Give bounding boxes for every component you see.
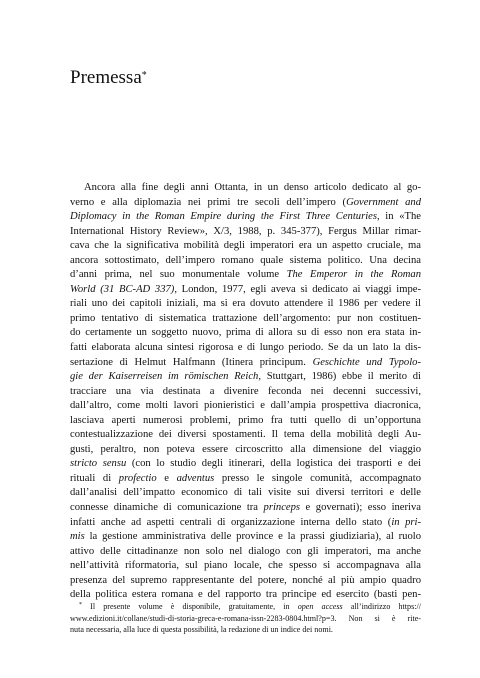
text-line	[70, 283, 421, 298]
italic-text: World (31 BC-AD 337)	[70, 283, 175, 295]
text-line	[70, 370, 421, 385]
text-line	[70, 399, 421, 414]
text-line	[70, 516, 421, 531]
italic-text: Geschichte und Typolo-	[312, 356, 421, 368]
footnote-line	[70, 613, 421, 625]
italic-text: princeps	[263, 502, 301, 514]
italic-text: Diplomacy in the Roman Empire during the First Three Centuries	[70, 211, 377, 223]
text-run: www.edizioni.it/collane/studi-di-storia-greca-e-romana-issn-2283-0804.html?p=3. Non si è rite-	[70, 613, 421, 623]
text-run: contestualizzazione dei diversi spostamenti. Il tema della mobilità degli Au-	[70, 429, 421, 441]
page-title-text: Premessa	[70, 67, 142, 88]
text-run: Il presente volume è disponibile, gratuitamente, in	[82, 602, 298, 611]
text-line	[70, 530, 421, 545]
text-run: riali uno dei capitoli iniziali, ma si era dovuto attendere il 1986 per vedere il	[70, 298, 421, 310]
text-line	[70, 501, 421, 516]
text-run: della politica estera romana e del rapporto tra principe ed esercito (basti pen-	[70, 589, 421, 601]
text-line	[70, 574, 421, 589]
footnote	[70, 601, 421, 636]
italic-text: stricto sensu	[70, 458, 127, 470]
text-run: dall’analisi dell’impatto economico di tali visite sui diversi territori e delle	[70, 487, 421, 499]
footnote-line	[70, 601, 421, 613]
text-run: ancora sottostimato, dell’impero romano quale sistema politico. Una decina	[70, 254, 421, 266]
text-run: fatti elaborata alcuna sintesi rigorosa e di lungo periodo. Se da un lato la dis-	[70, 342, 421, 354]
text-run: International History Review», X/3, 1988, p. 345-377), Fergus Millar rimar-	[70, 225, 421, 237]
text-line	[70, 181, 421, 196]
italic-text: mis	[70, 531, 85, 543]
text-run: , London, 1977, egli aveva sì dedicato ai viaggi impe-	[174, 283, 421, 295]
text-line	[70, 428, 421, 443]
text-run: rituali di	[70, 472, 119, 484]
footnote-marker: *	[79, 602, 82, 608]
text-line	[70, 356, 421, 371]
text-line	[70, 268, 421, 283]
text-line	[70, 239, 421, 254]
text-line	[70, 341, 421, 356]
text-run: e governati); esso ineriva	[300, 502, 421, 514]
text-run: do certamente un soggetto nuovo, prima di allora su di esso non era stata in-	[70, 327, 421, 339]
text-run: d’anni prima, nel suo monumentale volume	[70, 269, 287, 281]
text-line	[70, 443, 421, 458]
italic-text: Government and	[346, 196, 421, 208]
text-line	[70, 326, 421, 341]
text-run: Ancora alla fine degli anni Ottanta, in un denso articolo dedicato al go-	[84, 182, 421, 193]
text-run: tracciare una via destinata a divenire feconda nei decenni successivi,	[70, 385, 421, 397]
text-line	[70, 414, 421, 429]
footnote-line	[70, 624, 421, 636]
text-run: connesse dinamiche di comunicazione tra	[70, 502, 264, 514]
text-run: , in «The	[376, 211, 421, 223]
italic-text: in pri-	[391, 516, 422, 528]
text-run: (con lo studio degli itinerari, della logistica dei trasporti e dei	[126, 458, 422, 470]
text-line	[70, 472, 421, 487]
text-run: verno e alla diplomazia nei primi tre secoli dell’impero (	[70, 196, 347, 208]
page-title	[70, 66, 147, 90]
text-run: e	[156, 472, 177, 484]
text-line	[70, 385, 421, 400]
text-line	[70, 210, 421, 225]
text-run: nell’attività riformatoria, sul piano locale, che spesso si accompagnava alla	[70, 560, 421, 572]
text-run: nuta necessaria, alla luce di questa possibilità, la redazione di un indice dei nomi.	[70, 625, 333, 634]
text-line	[70, 254, 421, 269]
text-run: gusti, peraltro, non poteva essere circoscritto alla dimensione del viaggio	[70, 443, 421, 455]
text-run: , Stuttgart, 1986) ebbe il merito di	[258, 371, 422, 383]
text-line	[70, 486, 421, 501]
text-run: primo tentativo di sistematica trattazione dell’argomento: pur non costituen-	[70, 312, 421, 324]
italic-text: gie der Kaiserreisen im römischen Reich	[70, 371, 259, 383]
text-run: dall’altro, come molti lavori pionieristici e dall’ampia prospettiva diacronica,	[70, 400, 421, 412]
text-run: la gestione amministrativa delle province e la prassi giudiziaria), al ruolo	[84, 531, 421, 543]
text-run: presso le singole comunità, accompagnato	[214, 472, 421, 484]
text-run: all’indirizzo https://	[342, 602, 421, 611]
text-run: cava che la significativa mobilità degli imperatori era un aspetto cruciale, ma	[70, 240, 421, 252]
text-run: lasciava aperti numerosi problemi, primo fra tutti quello di un’opportuna	[70, 414, 421, 426]
text-line	[70, 196, 421, 211]
italic-text: profectio	[118, 472, 157, 484]
text-run: presenza del supremo rappresentante del potere, nonché al più ampio quadro	[70, 574, 421, 586]
text-line	[70, 312, 421, 327]
text-run: attivo delle cittadinanze non solo nel dialogo con gli imperatori, ma anche	[70, 545, 421, 557]
italic-text: adventus	[176, 472, 215, 484]
text-line	[70, 457, 421, 472]
text-run: sertazione di Helmut Halfmann (Itinera principum.	[70, 356, 313, 368]
italic-text: The Emperor in the Roman	[286, 269, 421, 281]
text-line	[70, 559, 421, 574]
text-line	[70, 225, 421, 240]
text-line	[70, 545, 421, 560]
text-run: infatti anche ad aspetti centrali di organizzazione interna dello stato (	[70, 516, 392, 528]
footnote-reference: *	[141, 70, 147, 81]
italic-text: open access	[297, 602, 343, 611]
body-paragraph	[70, 181, 421, 603]
text-line	[70, 297, 421, 312]
